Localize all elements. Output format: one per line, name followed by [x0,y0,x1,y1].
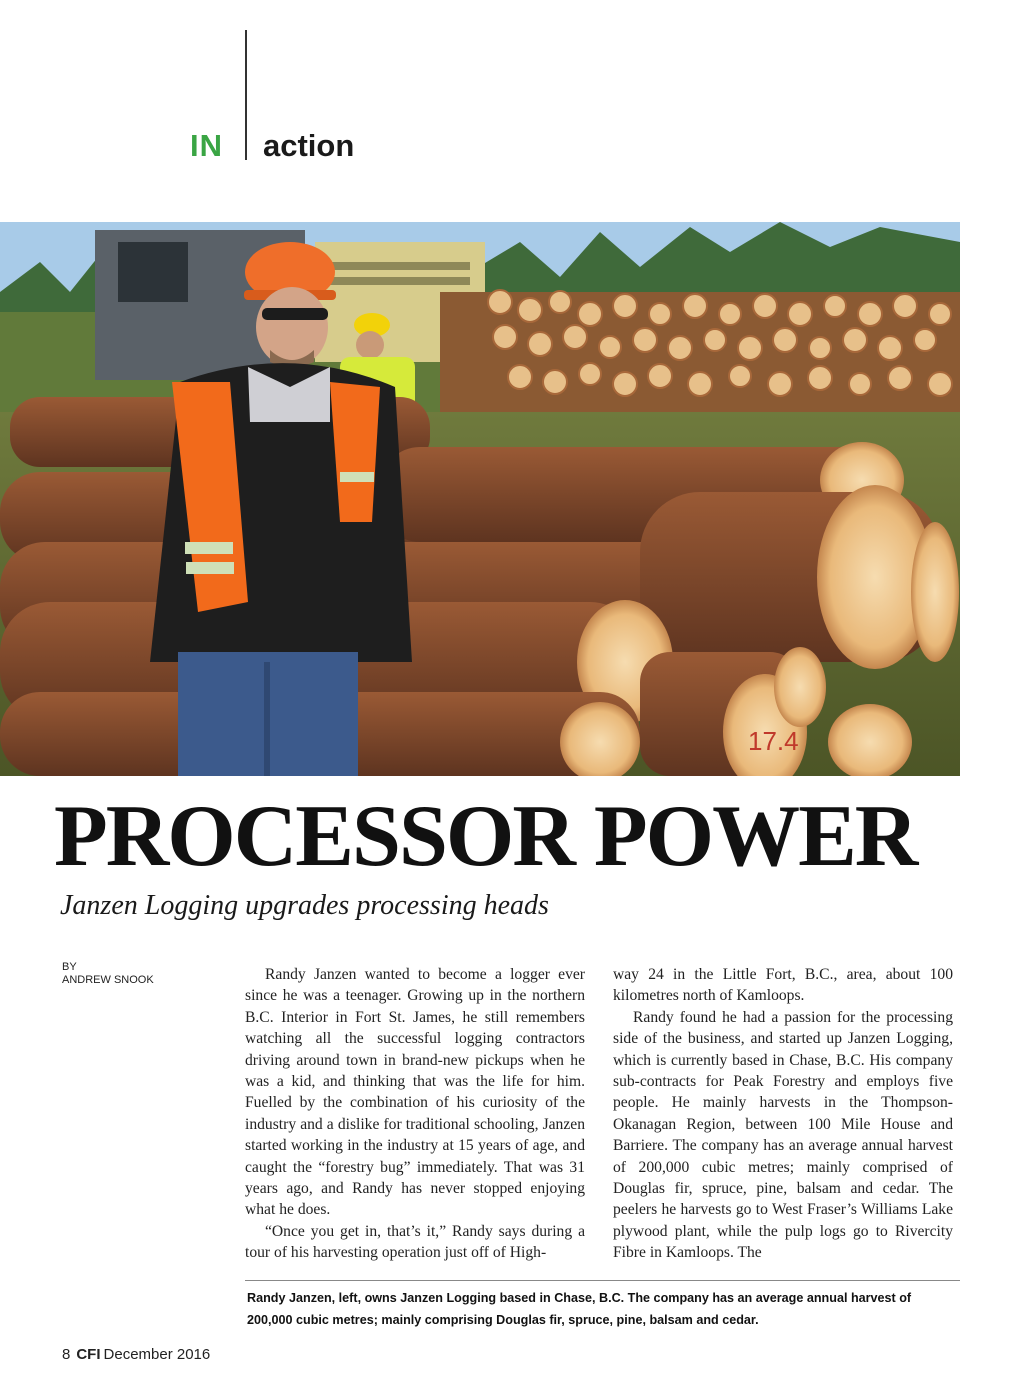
log-pile-foreground [0,397,959,776]
article-subheadline: Janzen Logging upgrades processing heads [60,890,549,921]
byline [62,961,154,987]
photo-caption: Randy Janzen, left, owns Janzen Logging based in Chase, B.C. The company has an average annual harvest of 200,000 cubic metres; mainly comprising Douglas fir, spruce, pine, balsam and cedar. [247,1291,912,1327]
section-prefix: IN [190,128,223,163]
sunglasses [262,308,328,320]
byline-by: BY [62,961,77,973]
body-paragraph: Randy Janzen wanted to become a logger ever since he was a teenager. Growing up in the northern B.C. Interior in Fort St. James, he still remembers watching all the successful logging contractors driving around town in brand-new pickups when he was a kid, and thinking that was the life for him. Fuelled by the combination of his curiosity of the industry and a dislike for traditional schooling, Janzen started working in the industry at 15 years of age, and caught the “forestry bug” immediately. That was 31 years ago, and Randy has never stopped enjoying what he does. [245,966,585,1219]
caption-rule [245,1280,960,1281]
log-pile-background [440,290,960,422]
section-label: action [263,128,355,163]
body-paragraph: Randy found he had a passion for the processing side of the business, and started up Janzen Logging, which is currently based in Chase, B.C. His company sub-contracts for Peak Forestry and employs five people. He mainly harvests in the Thompson-Okanagan Region, between 100 Mile House and Barriere. The company has an average annual harvest of 200,000 cubic metres; mainly comprised of Douglas fir, spruce, pine, balsam and cedar. The peelers he harvests go to West Fraser’s Williams Lake plywood plant, while the pulp logs go to Rivercity Fibre in Kamloops. The [613,1008,953,1262]
feature-photo [0,222,960,776]
byline-author: ANDREW SNOOK [62,974,154,986]
log-tag-label: 17.4 [748,726,799,756]
body-column-1 [245,964,585,1264]
publication-name: CFI [76,1346,101,1363]
issue-date: December 2016 [103,1346,211,1363]
page-number: 8 [62,1346,71,1363]
body-paragraph: way 24 in the Little Fort, B.C., area, about 100 kilometres north of Kamloops. [613,966,953,1005]
page-footer [62,1346,210,1363]
body-paragraph: “Once you get in, that’s it,” Randy says during a tour of his harvesting operation just off of High- [245,1222,585,1262]
section-divider-rule [245,30,247,160]
article-headline: PROCESSOR POWER [54,788,917,885]
body-column-2 [613,964,953,1264]
